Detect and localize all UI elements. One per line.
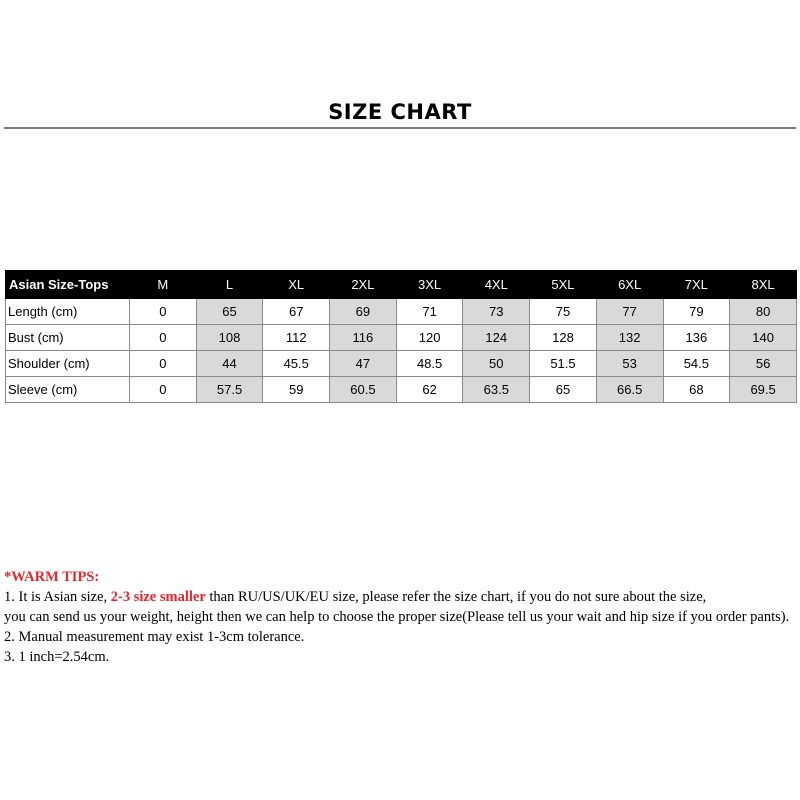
tip-line-1-rest: than RU/US/UK/EU size, please refer the size chart, if you do not sure about the size, — [205, 589, 707, 605]
table-cell: 65 — [530, 377, 597, 403]
tip-line-1-text: 1. It is Asian size, — [4, 589, 111, 605]
table-cell: 0 — [130, 325, 197, 351]
tip-line-1 — [4, 587, 800, 607]
table-cell: 128 — [530, 325, 597, 351]
table-cell: 44 — [196, 351, 263, 377]
size-header: L — [196, 271, 263, 299]
table-cell: 47 — [330, 351, 397, 377]
table-cell: 120 — [396, 325, 463, 351]
table-cell: 59 — [263, 377, 330, 403]
table-header-row — [6, 271, 797, 299]
table-cell: 0 — [130, 299, 197, 325]
table-cell: 56 — [730, 351, 797, 377]
table-cell: 132 — [596, 325, 663, 351]
table-cell: 66.5 — [596, 377, 663, 403]
table-cell: 112 — [263, 325, 330, 351]
table-cell: 77 — [596, 299, 663, 325]
size-header: 5XL — [530, 271, 597, 299]
size-header: 7XL — [663, 271, 730, 299]
table-row — [6, 351, 797, 377]
size-chart-table — [5, 270, 797, 403]
table-cell: 67 — [263, 299, 330, 325]
row-label: Bust (cm) — [6, 325, 130, 351]
tips-heading: *WARM TIPS: — [4, 569, 100, 585]
table-cell: 68 — [663, 377, 730, 403]
table-cell: 53 — [596, 351, 663, 377]
page-title: SIZE CHART — [328, 100, 472, 124]
table-cell: 0 — [130, 351, 197, 377]
size-header: 6XL — [596, 271, 663, 299]
table-cell: 62 — [396, 377, 463, 403]
size-header: 3XL — [396, 271, 463, 299]
table-cell: 65 — [196, 299, 263, 325]
table-cell: 71 — [396, 299, 463, 325]
table-cell: 108 — [196, 325, 263, 351]
table-cell: 50 — [463, 351, 530, 377]
row-label: Shoulder (cm) — [6, 351, 130, 377]
size-header: 4XL — [463, 271, 530, 299]
tip-line-4: 3. 1 inch=2.54cm. — [4, 649, 110, 665]
table-cell: 60.5 — [330, 377, 397, 403]
row-label: Sleeve (cm) — [6, 377, 130, 403]
table-cell: 48.5 — [396, 351, 463, 377]
table-cell: 124 — [463, 325, 530, 351]
table-cell: 69 — [330, 299, 397, 325]
table-cell: 80 — [730, 299, 797, 325]
table-cell: 45.5 — [263, 351, 330, 377]
tip-line-3: 2. Manual measurement may exist 1-3cm tolerance. — [4, 629, 305, 645]
table-cell: 116 — [330, 325, 397, 351]
warm-tips — [4, 567, 800, 667]
title-divider — [4, 127, 796, 129]
table-row — [6, 325, 797, 351]
tip-line-2: you can send us your weight, height then we can help to choose the proper size(Please tell us your wait and hip size if you order pants). — [4, 609, 790, 625]
header-label: Asian Size-Tops — [6, 271, 130, 299]
table-cell: 75 — [530, 299, 597, 325]
table-row — [6, 299, 797, 325]
row-label: Length (cm) — [6, 299, 130, 325]
tip-highlight: 2-3 size smaller — [110, 589, 206, 605]
table-cell: 57.5 — [196, 377, 263, 403]
table-cell: 0 — [130, 377, 197, 403]
table-cell: 79 — [663, 299, 730, 325]
table-cell: 140 — [730, 325, 797, 351]
table-cell: 73 — [463, 299, 530, 325]
table-cell: 54.5 — [663, 351, 730, 377]
size-header: 8XL — [730, 271, 797, 299]
table-cell: 63.5 — [463, 377, 530, 403]
size-header: XL — [263, 271, 330, 299]
table-cell: 69.5 — [730, 377, 797, 403]
table-cell: 51.5 — [530, 351, 597, 377]
table-row — [6, 377, 797, 403]
table-cell: 136 — [663, 325, 730, 351]
size-header: M — [130, 271, 197, 299]
size-header: 2XL — [330, 271, 397, 299]
